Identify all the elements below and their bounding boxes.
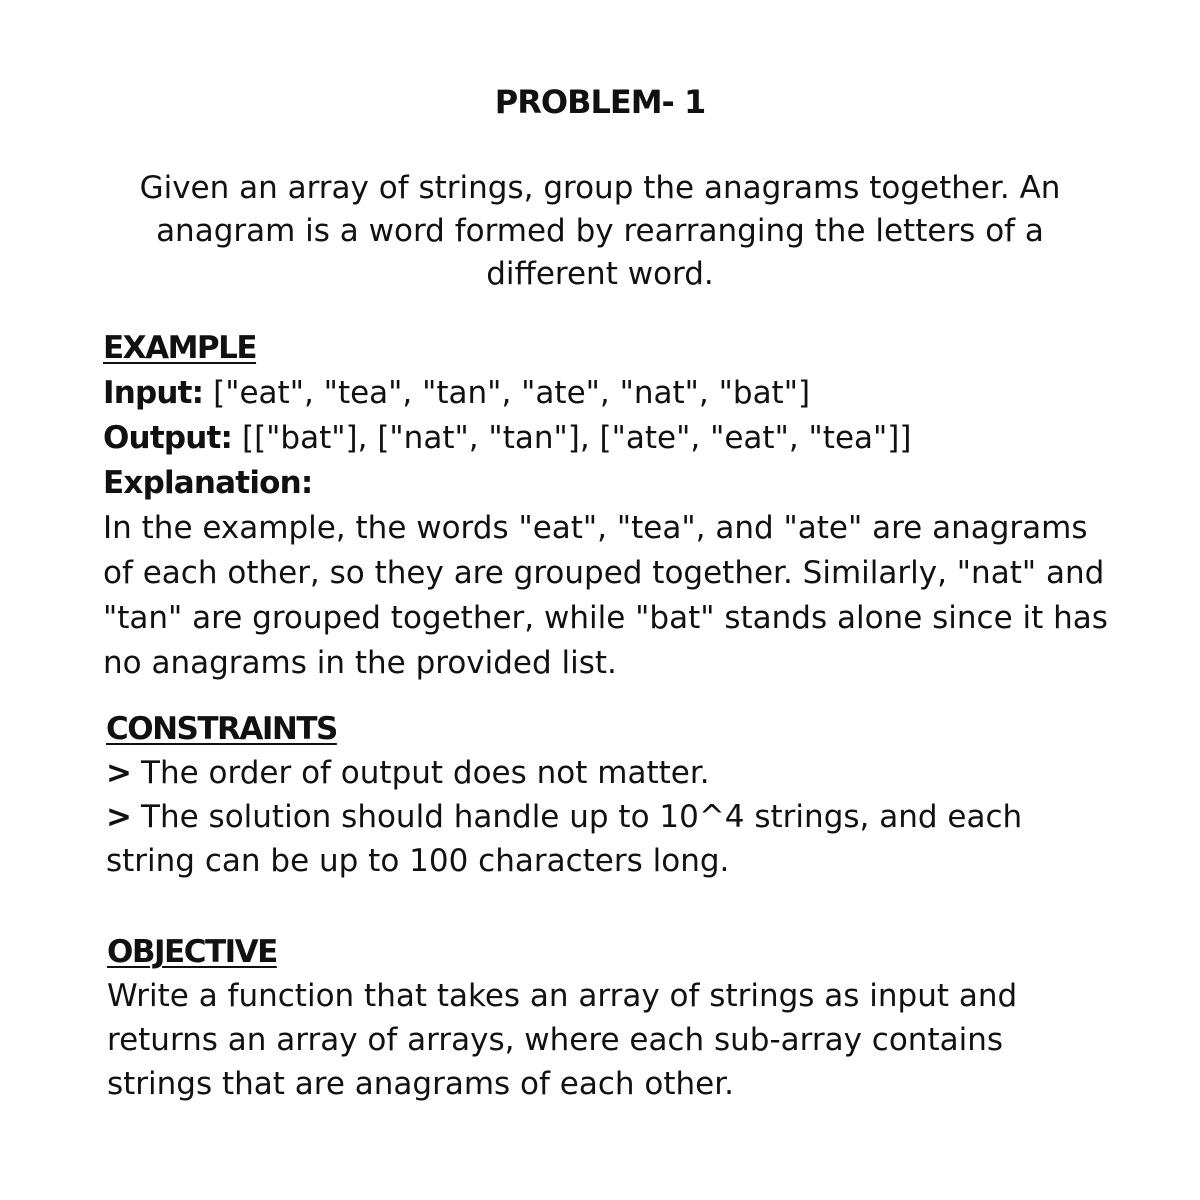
objective-heading: OBJECTIVE [107,934,277,970]
example-heading: EXAMPLE [103,330,257,366]
constraint-item-1 [106,751,1116,795]
example-output-line [103,416,1113,461]
output-value: [["bat"], ["nat", "tan"], ["ate", "eat", "tea"]] [232,420,912,456]
problem-description: Given an array of strings, group the anagrams together. An anagram is a word formed by rearranging the letters of a different word. [139,170,1061,292]
explanation-label: Explanation: [103,465,313,501]
input-label: Input: [103,375,204,411]
constraints-heading: CONSTRAINTS [106,711,337,747]
bullet-marker: > [106,799,132,835]
explanation-text: In the example, the words "eat", "tea", and "ate" are anagrams of each other, so they are grouped together. Similarly, "nat" and "tan" are grouped together, while "bat" stands alone since it has no anagrams in the provided list. [103,510,1108,681]
problem-title: PROBLEM- 1 [494,83,706,121]
output-label: Output: [103,420,233,456]
constraint-text-2: The solution should handle up to 10^4 strings, and each string can be up to 100 characters long. [106,799,1023,879]
constraint-text-1: The order of output does not matter. [131,755,710,791]
input-value: ["eat", "tea", "tan", "ate", "nat", "bat"] [203,375,811,411]
example-section [103,326,1113,686]
objective-section [107,930,1117,1106]
constraints-section [106,707,1116,883]
objective-text: Write a function that takes an array of strings as input and returns an array of arrays, where each sub-array contains strings that are anagrams of each other. [107,978,1018,1102]
bullet-marker: > [106,755,132,791]
constraint-item-2 [106,795,1116,883]
example-input-line [103,371,1113,416]
